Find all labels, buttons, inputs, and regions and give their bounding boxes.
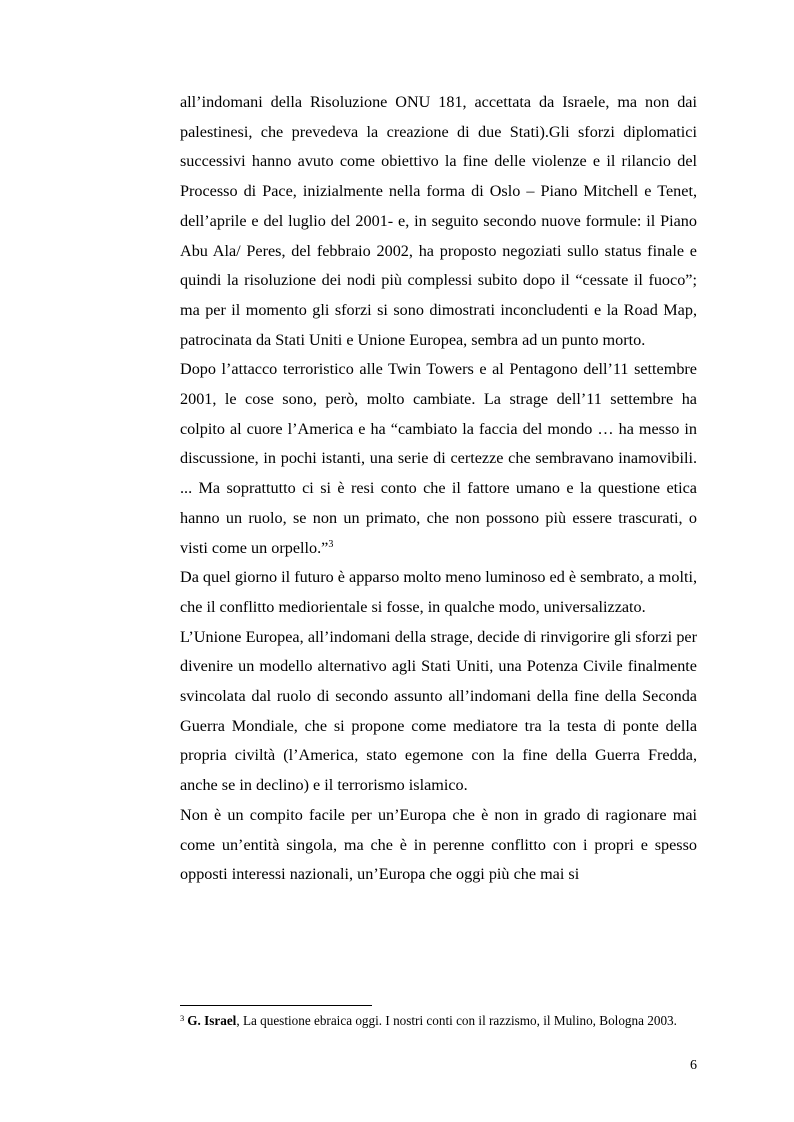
paragraph: L’Unione Europea, all’indomani della strage, decide di rinvigorire gli sforzi per divenire un modello alternativo agli Stati Uniti, una Potenza Civile finalmente svincolata dal ruolo di secondo assunto all’indomani della fine della Seconda Guerra Mondiale, che si propone come mediatore tra la testa di ponte della propria civiltà (l’America, stato egemone con la fine della Guerra Fredda, anche se in declino) e il terrorismo islamico. <box>180 627 697 795</box>
footnote <box>180 1013 697 1029</box>
footnote-number: 3 <box>180 1013 185 1023</box>
page-number: 6 <box>690 1058 697 1073</box>
paragraph: Non è un compito facile per un’Europa che è non in grado di ragionare mai come un’entità singola, ma che è in perenne conflitto con i propri e spesso opposti interessi nazionali, un’Europa che oggi più che mai si <box>180 805 697 884</box>
footnote-reference: 3 <box>328 538 334 550</box>
paragraph-with-footnote <box>180 355 697 563</box>
main-text <box>180 88 697 890</box>
footnote-author: G. Israel <box>187 1013 237 1028</box>
paragraph: Da quel giorno il futuro è apparso molto meno luminoso ed è sembrato, a molti, che il conflitto mediorientale si fosse, in qualche modo, universalizzato. <box>180 568 697 616</box>
paragraph: all’indomani della Risoluzione ONU 181, accettata da Israele, ma non dai palestinesi, che prevedeva la creazione di due Stati).Gli sforzi diplomatici successivi hanno avuto come obiettivo la fine delle violenze e il rilancio del Processo di Pace, inizialmente nella forma di Oslo – Piano Mitchell e Tenet, dell’aprile e del luglio del 2001- e, in seguito secondo nuove formule: il Piano Abu Ala/ Peres, del febbraio 2002, ha proposto negoziati sullo status finale e quindi la risoluzione dei nodi più complessi subito dopo il “cessate il fuoco”; ma per il momento gli sforzi si sono dimostrati inconcludenti e la Road Map, patrocinata da Stati Uniti e Unione Europea, sembra ad un punto morto. <box>180 93 697 349</box>
paragraph-text: Dopo l’attacco terroristico alle Twin Towers e al Pentagono dell’11 settembre 2001, le cose sono, però, molto cambiate. La strage dell’11 settembre ha colpito al cuore l’America e ha “cambiato la faccia del mondo … ha messo in discussione, in pochi istanti, una serie di certezze che sembravano inamovibili. ... Ma soprattutto ci si è resi conto che il fattore umano e la questione etica hanno un ruolo, se non un primato, che non possono più essere trascurati, o visti come un orpello.” <box>180 360 697 557</box>
footnote-separator <box>180 1005 372 1006</box>
footnote-text: , La questione ebraica oggi. I nostri conti con il razzismo, il Mulino, Bologna 2003. <box>236 1013 677 1028</box>
